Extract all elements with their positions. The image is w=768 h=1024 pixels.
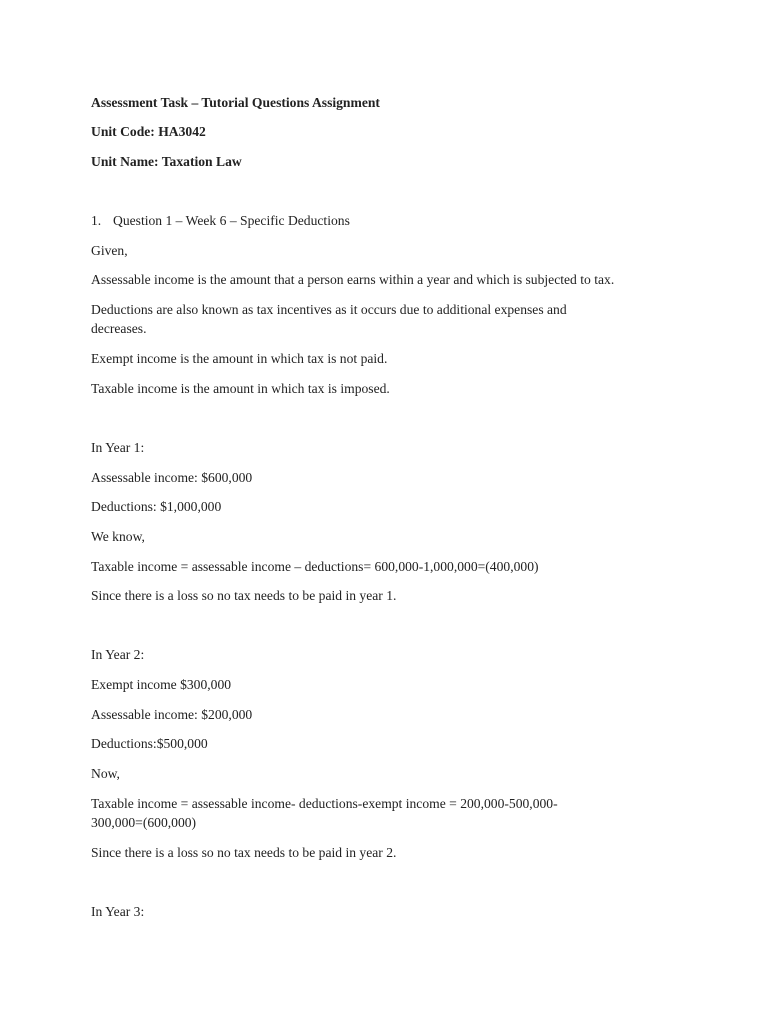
question-heading	[91, 212, 350, 230]
year2-deductions: Deductions:$500,000	[91, 736, 208, 751]
year2-exempt-income: Exempt income $300,000	[91, 677, 232, 692]
year1-conclusion: Since there is a loss so no tax needs to be paid in year 1.	[91, 588, 397, 603]
deductions-definition-line2: decreases.	[91, 321, 147, 336]
exempt-income-definition: Exempt income is the amount in which tax is not paid.	[91, 351, 388, 366]
question-title: Question 1 – Week 6 – Specific Deductions	[113, 213, 350, 228]
question-number: 1.	[91, 213, 102, 228]
year2-now: Now,	[91, 766, 120, 781]
unit-name: Unit Name: Taxation Law	[91, 154, 242, 169]
year2-formula-line1: Taxable income = assessable income- deductions-exempt income = 200,000-500,000-	[91, 796, 558, 811]
year1-formula: Taxable income = assessable income – deductions= 600,000-1,000,000=(400,000)	[91, 559, 539, 574]
taxable-income-definition: Taxable income is the amount in which tax is imposed.	[91, 381, 390, 396]
year1-deductions: Deductions: $1,000,000	[91, 499, 222, 514]
document-title: Assessment Task – Tutorial Questions Assignment	[91, 95, 380, 110]
given-text: Given,	[91, 243, 128, 258]
year1-heading: In Year 1:	[91, 440, 145, 455]
assessable-income-definition: Assessable income is the amount that a person earns within a year and which is subjected to tax.	[91, 272, 615, 287]
unit-code: Unit Code: HA3042	[91, 124, 206, 139]
year2-formula-line2: 300,000=(600,000)	[91, 815, 197, 830]
deductions-definition-line1: Deductions are also known as tax incentives as it occurs due to additional expenses and	[91, 302, 567, 317]
year1-assessable-income: Assessable income: $600,000	[91, 470, 253, 485]
year1-we-know: We know,	[91, 529, 145, 544]
year3-heading: In Year 3:	[91, 904, 145, 919]
year2-heading: In Year 2:	[91, 647, 145, 662]
year2-assessable-income: Assessable income: $200,000	[91, 707, 253, 722]
year2-conclusion: Since there is a loss so no tax needs to be paid in year 2.	[91, 845, 397, 860]
